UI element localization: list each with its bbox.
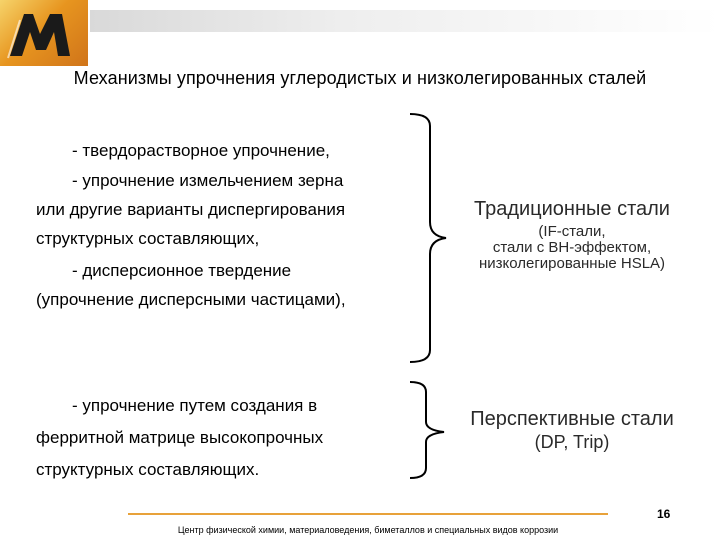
list-item — [36, 166, 416, 253]
item-line: структурных составляющих, — [36, 229, 260, 248]
group-title: Перспективные стали — [470, 408, 674, 430]
footer-divider — [128, 513, 608, 515]
brace-bracket — [402, 112, 448, 364]
footer-text: Центр физической химии, материаловедения, биметаллов и специальных видов коррозии — [177, 525, 559, 535]
logo — [0, 0, 88, 66]
item-line: структурных составляющих. — [36, 460, 260, 479]
list-item — [36, 256, 416, 314]
item-line: - упрочнение измельчением зерна — [72, 171, 344, 190]
list-item — [36, 136, 416, 165]
group-subtitle: (DP, Trip) — [534, 432, 610, 452]
header-bar — [90, 10, 720, 32]
group-title: Традиционные стали — [474, 198, 670, 220]
item-line: - упрочнение путем создания в — [72, 396, 318, 415]
logo-emblem — [0, 0, 88, 66]
item-line: (упрочнение дисперсными частицами), — [36, 290, 346, 309]
group-subtitle: (IF-стали, — [538, 223, 606, 240]
item-line: - твердорастворное упрочнение, — [72, 141, 330, 160]
group-subtitle: стали с ВН-эффектом, — [492, 239, 652, 256]
item-line: ферритной матрице высокопрочных — [36, 428, 324, 447]
slide-title: Механизмы упрочнения углеродистых и низколегированных сталей — [73, 68, 647, 88]
item-line: или другие варианты диспергирования — [36, 200, 346, 219]
list-item — [36, 390, 416, 486]
item-line: - дисперсионное твердение — [72, 261, 292, 280]
page-number: 16 — [657, 507, 671, 521]
brace-bracket — [402, 380, 448, 480]
group-subtitle: низколегированные HSLA) — [478, 255, 666, 272]
